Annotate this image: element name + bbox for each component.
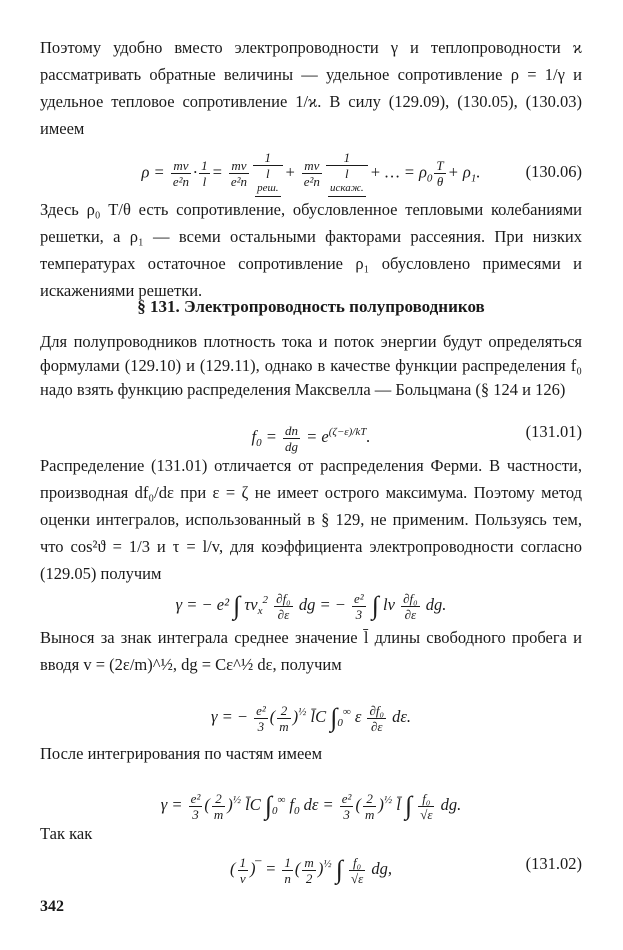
paragraph-integration-text: После интегрирования по частям имеем (40, 744, 323, 763)
equation-gamma-2 (40, 690, 582, 734)
paragraph-resistance (40, 196, 582, 304)
paragraph-intro (40, 34, 582, 142)
equation-body: ρ = $\frac{mv}{\text{e²n}}$ · $\frac{1}{l}$ = $\frac{mv}{\text{e²n}}$ 1 l реш. + $\frac{mv}{\text{e²n}}$ 1 l искаж. + … = $\rho_0$ $\frac{T}{\theta}$ + $\rho_1$. (40, 150, 582, 200)
equation-gamma-1 (40, 578, 582, 622)
equation-number: (131.01) (525, 422, 582, 441)
equation-gamma-3 (40, 778, 582, 822)
equation-130-06 (40, 150, 582, 194)
equation-131-02 (40, 842, 582, 886)
paragraph-fermi (40, 452, 582, 587)
paragraph-intro-text: Поэтому удобно вместо электропроводности γ и теплопроводности ϰ рассматривать обратные величины — удельное сопротивление ρ = 1/γ и удельное тепловое сопротивление 1/ϰ. В силу (129.09), (130.05), (130.03) имеем (40, 38, 582, 138)
equation-body: $f_0$ = $\frac{dn}{dg}$ = $e^{(\zeta-\varepsilon)/kT}$. (251, 422, 371, 454)
subscript-lattice: реш. (255, 181, 280, 197)
equation-number: (130.06) (525, 162, 582, 181)
subscript-distortion: искаж. (328, 181, 366, 197)
page-number: 342 (40, 898, 64, 915)
paragraph-integration (40, 740, 582, 767)
paragraph-semiconductors-text: Для полупроводников плотность тока и поток энергии будут определяться формулами (129.10) и (129.11), однако в качестве функции распределения f₀ надо взять функцию распределения Максвелла — Больцмана (§ 124 и 126) (40, 332, 582, 399)
paragraph-resistance-text: Здесь ρ₀ T/θ есть сопротивление, обусловленное тепловыми колебаниями решетки, а ρ₁ — всеми остальными факторами рассеяния. При низких температурах остаточное сопротивление ρ₁ обусловлено примесями и искажениями решетки. (40, 200, 582, 300)
paragraph-mean-free-path-text: Вынося за знак интеграла среднее значение l̄ длины свободного пробега и вводя v = (2ε/m)^½, dg = Cε^½ dε, получим (40, 628, 582, 674)
paragraph-fermi-text: Распределение (131.01) отличается от распределения Ферми. В частности, производная df₀/dε при ε = ζ не имеет острого максимума. Поэтому метод оценки интегралов, использованный в § 129, не применим. Пользуясь тем, что cos²ϑ = 1/3 и τ = l/v, для коэффициента электропроводности согласно (129.05) получим (40, 456, 582, 583)
paragraph-semiconductors (40, 330, 582, 402)
paragraph-mean-free-path (40, 624, 582, 678)
equation-body: ( $\frac{1}{v}$ )‾ = $\frac{1}{n}$ ( $\frac{m}{2}$ )$^{\frac{1}{2}}$ ∫ $\frac{\text{f₀}}{√\varepsilon}$ dg, (230, 854, 392, 886)
equation-number: (131.02) (525, 854, 582, 873)
section-heading: § 131. Электропроводность полупроводников (137, 297, 485, 316)
equation-body: γ = − e² ∫ $\tau v_x^2$ $\frac{\text{∂f₀}}{\partial\varepsilon}$ dg = − $\frac{\text{e²}}{3}$ ∫ lv $\frac{\text{∂f₀}}{\partial\varepsilon}$ dg. (175, 590, 447, 622)
equation-body: γ = $\frac{\text{e²}}{3}$ ( $\frac{2}{m}$ )$^{\frac{1}{2}}$ l̄C $\int_0^\infty$ $f_0$ dε = $\frac{\text{e²}}{3}$ ( $\frac{2}{m}$ )$^{\frac{1}{2}}$ l̄ ∫ $\frac{\text{f₀}}{√\varepsilon}$ dg. (160, 790, 462, 822)
equation-body: γ = − $\frac{\text{e²}}{3}$ ( $\frac{2}{m}$ )$^{\frac{1}{2}}$ l̄C $\int_0^\infty$ ε $\frac{\text{∂f₀}}{\partial\varepsilon}$ dε. (210, 702, 412, 734)
paragraph-since-text: Так как (40, 824, 93, 843)
equation-131-01 (40, 410, 582, 454)
